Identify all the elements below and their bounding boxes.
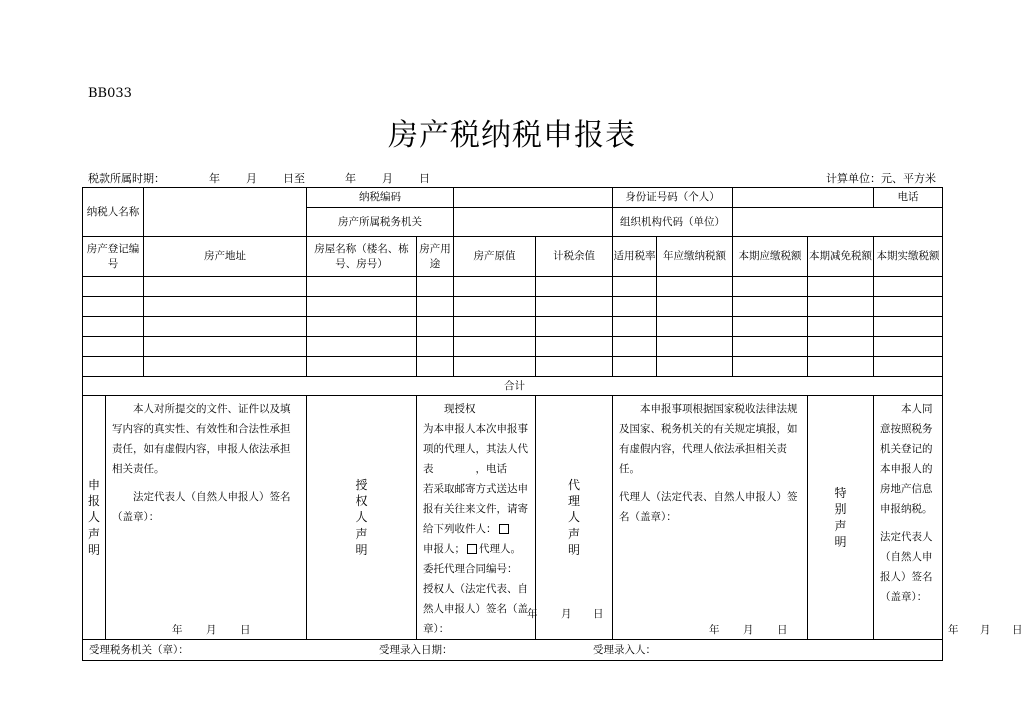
col-address: 房产地址 bbox=[144, 237, 307, 277]
authorization-contract: 委托代理合同编号： bbox=[423, 563, 518, 575]
agent-declaration bbox=[613, 396, 808, 640]
entry-person: 受理录入人： bbox=[593, 644, 656, 656]
special-heading: 特 别 声 明 bbox=[808, 396, 874, 640]
recipient-checkbox-2[interactable] bbox=[467, 544, 477, 554]
col-period-relief: 本期减免税额 bbox=[808, 237, 874, 277]
phone-label: 电话 bbox=[874, 188, 943, 208]
col-reg-number: 房产登记编号 bbox=[83, 237, 144, 277]
period-month1: 月 bbox=[246, 172, 257, 185]
agent-text: 本申报事项根据国家税收法律法规及国家、税务机关的有关规定填报，如有虚假内容，代理人依法承担相关责任。 bbox=[619, 403, 798, 475]
recipient-checkbox-1[interactable] bbox=[499, 524, 509, 534]
period-year2: 年 bbox=[345, 172, 356, 185]
agent-year: 年 bbox=[709, 624, 720, 636]
authorization-heading: 授 权 人 声 明 bbox=[307, 396, 417, 640]
table-row bbox=[83, 297, 943, 317]
calc-unit: 计算单位：元、平方米 bbox=[826, 172, 936, 185]
applicant-text: 本人对所提交的文件、证件以及填写内容的真实性、有效性和合法性承担责任，如有虚假内容，申报人依法承担相关责任。 bbox=[112, 403, 291, 475]
agent-day: 日 bbox=[777, 624, 788, 636]
footer-row bbox=[83, 640, 943, 661]
agent-heading: 代 理 人 声 明 bbox=[536, 396, 613, 640]
total-row bbox=[83, 377, 943, 396]
authorization-month: 月 bbox=[561, 608, 572, 620]
special-day: 日 bbox=[1012, 624, 1023, 636]
applicant-month: 月 bbox=[206, 624, 217, 636]
taxpayer-name-field[interactable] bbox=[144, 188, 307, 237]
special-sign: 法定代表人（自然人申报人）签名（盖章）： bbox=[880, 531, 933, 603]
authorization-mail: 若采取邮寄方式送达申报有关往来文件，请寄给下列收件人： 申报人； 代理人。 bbox=[423, 483, 528, 555]
authorization-day: 日 bbox=[593, 608, 604, 620]
special-text: 本人同意按照税务机关登记的本申报人的房地产信息申报纳税。 bbox=[880, 403, 933, 515]
special-year: 年 bbox=[948, 624, 959, 636]
special-month: 月 bbox=[980, 624, 991, 636]
table-row bbox=[83, 337, 943, 357]
col-taxable-value: 计税余值 bbox=[536, 237, 613, 277]
period-year1: 年 bbox=[209, 172, 220, 185]
col-period-paid: 本期实缴税额 bbox=[874, 237, 943, 277]
property-tax-office-label: 房产所属税务机关 bbox=[307, 208, 454, 237]
applicant-sign: 法定代表人（自然人申报人）签名（盖章）： bbox=[112, 491, 291, 523]
col-usage: 房产用途 bbox=[417, 237, 454, 277]
agent-month: 月 bbox=[743, 624, 754, 636]
agent-sign: 代理人（法定代表、自然人申报人）签名（盖章）： bbox=[619, 491, 798, 523]
period-day-to: 日至 bbox=[283, 172, 305, 185]
id-number-field[interactable] bbox=[733, 188, 874, 208]
receiving-office: 受理税务机关（章）： bbox=[89, 643, 189, 656]
col-period-tax: 本期应缴税额 bbox=[733, 237, 808, 277]
authorization-year: 年 bbox=[527, 608, 538, 620]
property-tax-office-field[interactable] bbox=[454, 208, 613, 237]
tax-code-field[interactable] bbox=[454, 188, 613, 208]
id-number-label: 身份证号码（个人） bbox=[613, 188, 733, 208]
table-row bbox=[83, 317, 943, 337]
taxpayer-name-label: 纳税人名称 bbox=[83, 188, 144, 237]
special-declaration bbox=[874, 396, 1023, 640]
period-day2: 日 bbox=[419, 172, 430, 185]
form-title: 房产税纳税申报表 bbox=[388, 118, 636, 153]
tax-declaration-table bbox=[82, 187, 1023, 661]
col-building-name: 房屋名称（楼名、栋号、房号） bbox=[307, 237, 417, 277]
applicant-year: 年 bbox=[172, 624, 183, 636]
org-code-field[interactable] bbox=[733, 208, 943, 237]
entry-date: 受理录入日期： bbox=[379, 644, 453, 656]
col-tax-rate: 适用税率 bbox=[613, 237, 657, 277]
applicant-heading: 申 报 人 声 明 bbox=[83, 396, 106, 640]
form-code: BB033 bbox=[88, 86, 132, 101]
tax-period-label: 税款所属时期： bbox=[88, 172, 165, 185]
table-row bbox=[83, 357, 943, 377]
period-month2: 月 bbox=[382, 172, 393, 185]
tax-period bbox=[88, 170, 430, 186]
applicant-declaration bbox=[106, 396, 307, 640]
applicant-day: 日 bbox=[240, 624, 251, 636]
declarations-row bbox=[83, 396, 943, 640]
org-code-label: 组织机构代码（单位） bbox=[613, 208, 733, 237]
col-original-value: 房产原值 bbox=[454, 237, 536, 277]
authorization-text: 现授权 为本申报人本次申报事项的代理人，其法人代表 ，电话 bbox=[423, 403, 528, 475]
authorization-sign: 授权人（法定代表、自然人申报人）签名（盖章）： bbox=[423, 583, 528, 635]
total-label: 合计 bbox=[83, 377, 943, 396]
tax-code-label: 纳税编码 bbox=[307, 188, 454, 208]
col-annual-tax: 年应缴纳税额 bbox=[657, 237, 733, 277]
table-row bbox=[83, 277, 943, 297]
